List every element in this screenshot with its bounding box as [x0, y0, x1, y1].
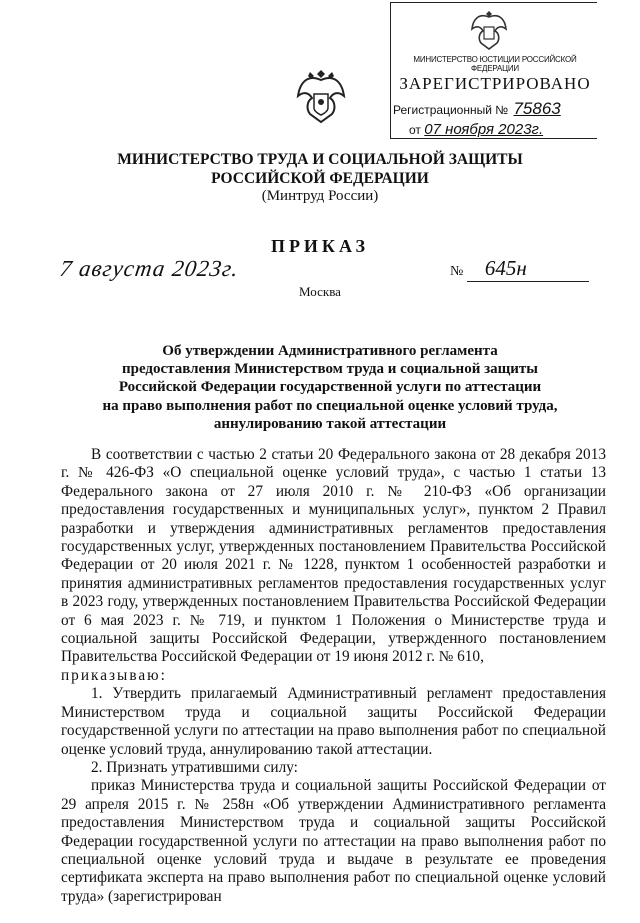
order-title: ПРИКАЗ — [270, 236, 370, 256]
ministry-short-name: (Минтруд России) — [261, 188, 379, 204]
order-number-prefix: № — [450, 264, 464, 279]
body-decree: приказываю: — [61, 666, 167, 684]
stamp-date-value: 07 ноября 2023г. — [424, 121, 544, 138]
body-item-2-text: приказ Министерства труда и социальной защиты Российской Федерации от 29 апреля 2015 г. № 258н «Об утверждении Административного регламента предоставления Министерством труда и социальной защиты Российской Федерации государственной услуги по аттестации на право выполнения работ по специальной оценке условий труда и выдаче в результате ее проведения сертификата эксперта на право выполнения работ по специальной оценке условий труда» (зарегистрирован — [61, 777, 606, 905]
heading-line3: Российской Федерации государственной услуги по аттестации — [118, 379, 542, 396]
order-number-value: 645н — [467, 256, 589, 282]
order-city: Москва — [299, 284, 341, 299]
stamp-registration-number — [393, 99, 561, 119]
eagle-emblem-icon — [469, 7, 509, 53]
body-paragraph-preamble: В соответствии с частью 2 статьи 20 Федерального закона от 28 декабря 2013 г. № 426-ФЗ «О специальной оценке условий труда», с частью 1 статьи 13 Федерального закона от 27 июля 2010 г. № 210-ФЗ «Об организации предоставления государственных и муниципальных услуг», пунктом 2 Правил разработки и утверждения административных регламентов предоставления государственных услуг, утвержденных постановлением Правительства Российской Федерации от 20 июля 2021 г. № 1228, пунктом 1 особенностей разработки и принятия административных регламентов предоставления государственных услуг в 2023 году, утвержденных постановлением Правительства Российской Федерации от 6 мая 2023 г. № 719, и пунктом 1 Положения о Министерстве труда и социальной защиты Российской Федерации, утвержденного постановлением Правительства Российской Федерации от 19 июня 2012 г. № 610, — [61, 446, 606, 666]
document-heading — [60, 342, 600, 433]
registration-stamp — [390, 2, 597, 139]
heading-line4: на право выполнения работ по специальной оценке условий труда, — [102, 397, 558, 414]
heading-line2: предоставления Министерством труда и социальной защиты — [121, 361, 539, 378]
stamp-registration-date — [409, 121, 543, 138]
body-item-2: 2. Признать утратившими силу: — [91, 758, 298, 776]
ministry-title — [0, 150, 640, 188]
stamp-registered-label: ЗАРЕГИСТРИРОВАНО — [399, 74, 591, 93]
stamp-ministry-name: МИНИСТЕРСТВО ЮСТИЦИИ РОССИЙСКОЙ ФЕДЕРАЦИИ — [413, 55, 577, 73]
body-item-1: 1. Утвердить прилагаемый Административный регламент предоставления Министерством труда и социальной защиты Российской Федерации государственной услуги по аттестации на право выполнения работ по специальной оценке условий труда, аннулированию такой аттестации. — [61, 685, 606, 758]
ministry-title-line2: РОССИЙСКОЙ ФЕДЕРАЦИИ — [211, 170, 429, 187]
heading-line5: аннулированию такой аттестации — [213, 415, 447, 432]
coat-of-arms-icon — [296, 66, 346, 126]
order-number — [450, 256, 589, 282]
ministry-title-line1: МИНИСТЕРСТВО ТРУДА И СОЦИАЛЬНОЙ ЗАЩИТЫ — [117, 151, 523, 168]
stamp-reg-label: Регистрационный № — [393, 103, 509, 117]
heading-line1: Об утверждении Административного регламента — [162, 343, 498, 359]
document-body — [61, 446, 606, 906]
order-date: 7 августа 2023г. — [58, 256, 241, 281]
stamp-date-prefix: от — [409, 123, 421, 137]
stamp-reg-number: 75863 — [513, 99, 561, 118]
